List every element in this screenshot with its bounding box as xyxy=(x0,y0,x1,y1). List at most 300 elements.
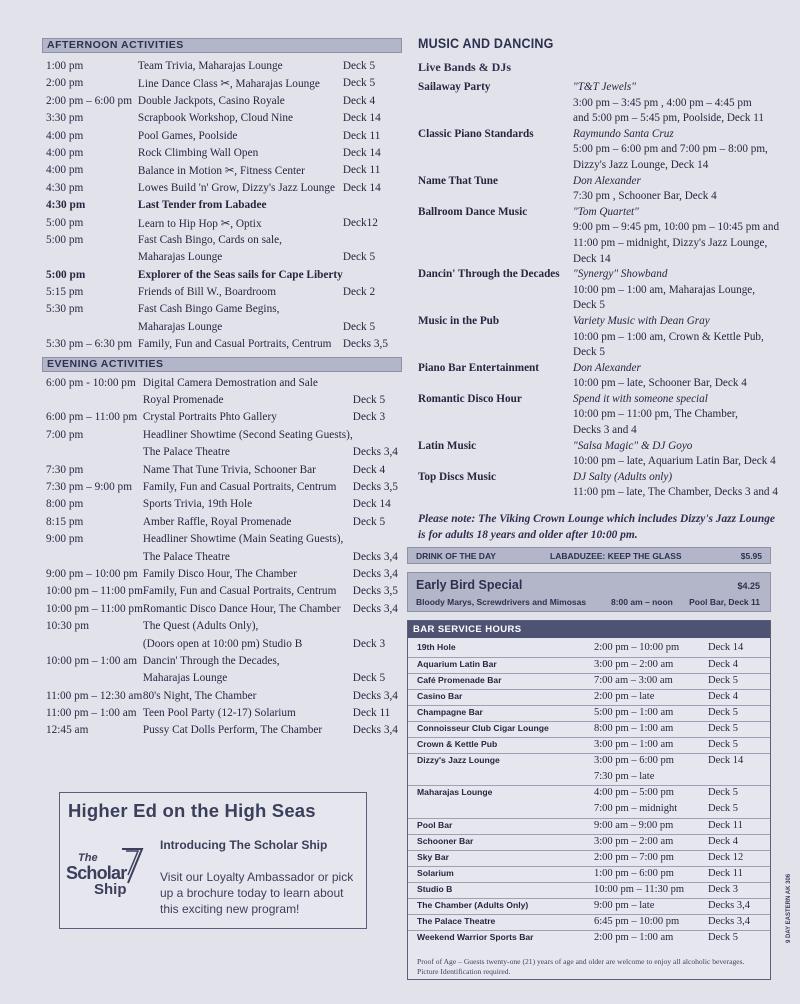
bar-deck: Deck 4 xyxy=(708,657,770,673)
activity-row xyxy=(42,654,402,671)
activity-time xyxy=(42,250,138,267)
music-item-line: 11:00 pm – midnight, Dizzy's Jazz Lounge, xyxy=(573,236,768,249)
activity-row xyxy=(42,198,402,215)
music-item-line: Variety Music with Dean Gray xyxy=(573,314,710,327)
music-item-info xyxy=(573,127,778,174)
activity-deck: Decks 3,5 xyxy=(352,480,398,493)
bar-venue: The Palace Theatre xyxy=(408,915,594,931)
music-item xyxy=(418,127,780,174)
activity-time xyxy=(42,320,138,337)
music-item-info xyxy=(573,470,778,501)
activity-name: The Quest (Adults Only), xyxy=(142,620,259,633)
bar-hours: 5:00 pm – 1:00 am xyxy=(594,705,708,721)
logo-scholar: Scholar xyxy=(66,863,127,883)
music-item-line: "Salsa Magic" & DJ Goyo xyxy=(573,439,693,452)
bar-hours: 6:45 pm – 10:00 pm xyxy=(594,915,708,931)
activity-time: 2:00 pm – 6:00 pm xyxy=(46,94,132,107)
activity-deck: Deck 11 xyxy=(352,707,391,720)
activity-row xyxy=(42,497,402,514)
activity-time: 7:30 pm xyxy=(46,463,84,476)
activity-row xyxy=(42,706,402,723)
activity-time: 5:30 pm xyxy=(46,303,84,316)
activity-name: Pool Games, Poolside xyxy=(137,129,238,142)
activity-name: Family, Fun and Casual Portraits, Centrum xyxy=(142,480,337,493)
activity-time: 6:00 pm – 11:00 pm xyxy=(46,411,138,424)
activity-deck: Decks 3,4 xyxy=(352,446,398,459)
activity-deck xyxy=(353,376,402,393)
activity-deck: Deck 3 xyxy=(352,411,386,424)
music-item-line: Spend it with someone special xyxy=(573,392,708,405)
bar-hours: 7:30 pm – late xyxy=(594,770,655,782)
music-item-line: 5:00 pm – 6:00 pm and 7:00 pm – 8:00 pm, xyxy=(573,143,768,156)
activity-deck: Decks 3,4 xyxy=(352,689,398,702)
music-item-info xyxy=(573,314,778,361)
activity-row xyxy=(42,59,402,76)
music-subheader: Live Bands & DJs xyxy=(418,60,512,74)
bar-hours: 1:00 pm – 6:00 pm xyxy=(594,866,708,882)
evening-table xyxy=(42,376,402,741)
bar-row xyxy=(408,850,770,866)
activity-time: 3:30 pm xyxy=(46,112,84,125)
activity-time: 7:30 pm – 9:00 pm xyxy=(46,480,132,493)
activity-row xyxy=(42,302,402,319)
activity-deck: Deck 5 xyxy=(342,320,376,333)
activity-row xyxy=(42,376,402,393)
music-header: MUSIC AND DANCING xyxy=(418,36,554,52)
music-item-line: Deck 14 xyxy=(573,252,611,265)
activity-row xyxy=(42,76,402,93)
bar-deck: Deck 11 xyxy=(708,818,770,834)
bar-venue: Champagne Bar xyxy=(408,705,594,721)
activity-name: Crystal Portraits Phto Gallery xyxy=(142,411,277,424)
activity-row xyxy=(42,723,402,740)
bar-row xyxy=(408,673,770,689)
bar-deck: Deck 5 xyxy=(708,786,770,802)
bar-deck: Deck 5 xyxy=(708,721,770,737)
activity-row xyxy=(42,480,402,497)
activity-time xyxy=(42,637,143,654)
activity-name: Lowes Build 'n' Grow, Dizzy's Jazz Lounge xyxy=(137,181,335,194)
activity-time xyxy=(42,671,143,688)
bar-hours: 4:00 pm – 5:00 pm xyxy=(594,786,708,802)
bar-venue: Maharajas Lounge xyxy=(408,786,594,802)
activity-deck: Deck 3 xyxy=(352,637,386,650)
music-item xyxy=(418,314,780,361)
music-item-label: Romantic Disco Hour xyxy=(418,392,522,405)
music-item-line: Deck 5 xyxy=(573,299,605,312)
activity-row xyxy=(42,146,402,163)
activity-name: Headliner Showtime (Second Seating Guests), xyxy=(142,428,353,441)
afternoon-header: AFTERNOON ACTIVITIES xyxy=(42,38,402,53)
activity-name: Double Jackpots, Casino Royale xyxy=(137,94,285,107)
activity-name: Maharajas Lounge xyxy=(137,251,223,264)
music-column xyxy=(418,36,780,543)
activity-deck xyxy=(343,302,402,319)
early-bird-price: $4.25 xyxy=(737,581,760,591)
music-item-label: Sailaway Party xyxy=(418,81,491,93)
early-bird-hours: 8:00 am – noon xyxy=(611,597,673,607)
bar-service-table xyxy=(408,641,770,947)
bar-row xyxy=(408,705,770,721)
music-item-info xyxy=(573,439,778,470)
bar-venue: Weekend Warrior Sports Bar xyxy=(408,931,594,947)
bar-venue: Connoisseur Club Cigar Lounge xyxy=(408,721,594,737)
activity-name: Romantic Disco Dance Hour, The Chamber xyxy=(142,602,341,615)
activity-name: Amber Raffle, Royal Promenade xyxy=(142,515,292,528)
music-item-label: Latin Music xyxy=(418,439,477,452)
activity-row xyxy=(42,532,402,549)
activity-row xyxy=(42,94,402,111)
activity-deck: Decks 3,5 xyxy=(342,338,389,351)
music-item-info xyxy=(573,392,778,439)
music-item-line: DJ Salty (Adults only) xyxy=(573,470,673,483)
activity-time: 5:00 pm xyxy=(46,268,86,281)
music-item xyxy=(418,392,780,439)
bar-hours: 8:00 pm – 1:00 am xyxy=(594,721,708,737)
bar-hours: 2:00 pm – 10:00 pm xyxy=(594,642,680,653)
viking-lounge-note: Please note: The Viking Crown Lounge which includes Dizzy's Jazz Lounge is for adults 18 years and older after 10:00 pm. xyxy=(418,513,775,542)
evening-header: EVENING ACTIVITIES xyxy=(42,357,402,372)
bar-venue: Studio B xyxy=(408,882,594,898)
activity-name: Line Dance Class ✂, Maharajas Lounge xyxy=(137,78,320,91)
early-bird-special xyxy=(407,572,771,612)
bar-deck: Decks 3,4 xyxy=(708,915,770,931)
activity-row xyxy=(42,602,402,619)
activity-name: The Palace Theatre xyxy=(142,550,230,563)
activity-row xyxy=(42,129,402,146)
activity-time: 1:00 pm xyxy=(46,60,84,72)
music-item xyxy=(418,439,780,470)
music-item-line: "Tom Quartet" xyxy=(573,205,639,218)
activity-name: Rock Climbing Wall Open xyxy=(137,146,259,159)
activity-name: Family, Fun and Casual Portraits, Centrum xyxy=(142,585,337,598)
music-item-line: 7:30 pm , Schooner Bar, Deck 4 xyxy=(573,190,717,203)
bar-deck: Deck 3 xyxy=(708,882,770,898)
activity-name: Pussy Cat Dolls Perform, The Chamber xyxy=(142,724,323,737)
bar-row xyxy=(408,641,770,657)
bar-deck: Decks 3,4 xyxy=(708,899,770,915)
bar-hours: 9:00 pm – late xyxy=(594,899,708,915)
activity-name: Explorer of the Seas sails for Cape Liberty xyxy=(137,268,343,281)
music-item xyxy=(418,174,780,205)
bar-hours: 2:00 pm – late xyxy=(594,689,708,705)
activity-deck xyxy=(343,268,402,285)
activity-deck xyxy=(353,619,402,636)
bar-venue xyxy=(408,770,594,786)
activity-time: 9:00 pm – 10:00 pm xyxy=(46,567,138,580)
activity-time: 8:00 pm xyxy=(46,498,84,511)
early-bird-location: Pool Bar, Deck 11 xyxy=(689,597,760,607)
bar-venue: Solarium xyxy=(408,866,594,882)
activity-deck: Deck 5 xyxy=(342,60,376,72)
activity-deck: Deck 4 xyxy=(342,94,376,107)
music-item-info xyxy=(573,361,778,392)
drink-name: LABADUZEE: KEEP THE GLASS xyxy=(550,551,682,561)
bar-deck: Deck 5 xyxy=(708,673,770,689)
music-item-line: 10:00 pm – 11:00 pm, The Chamber, xyxy=(573,408,738,421)
activity-row xyxy=(42,428,402,445)
bar-deck: Deck 5 xyxy=(708,931,770,947)
bar-row xyxy=(408,882,770,898)
music-item-label: Piano Bar Entertainment xyxy=(418,361,539,374)
early-bird-title: Early Bird Special xyxy=(416,578,523,592)
music-item-label: Music in the Pub xyxy=(418,314,500,327)
activity-row xyxy=(42,111,402,128)
activity-row xyxy=(42,393,402,410)
bar-row xyxy=(408,689,770,705)
music-item xyxy=(418,267,780,314)
activity-name: Scrapbook Workshop, Cloud Nine xyxy=(137,112,294,125)
activity-row xyxy=(42,410,402,427)
activity-deck: Deck 5 xyxy=(342,251,376,264)
bar-deck: Deck 14 xyxy=(708,754,770,770)
activity-time: 10:00 pm – 11:00 pm xyxy=(46,602,143,615)
bar-venue: The Chamber (Adults Only) xyxy=(408,899,594,915)
bar-service-header: BAR SERVICE HOURS xyxy=(408,621,770,638)
bar-hours: 2:00 pm – 1:00 am xyxy=(594,931,708,947)
activity-deck: Deck 14 xyxy=(342,112,381,125)
activity-name: 80's Night, The Chamber xyxy=(142,689,257,702)
activity-name: Fast Cash Bingo Game Begins, xyxy=(137,303,280,316)
activity-time: 4:00 pm xyxy=(46,129,84,142)
music-item-line: Dizzy's Jazz Lounge, Deck 14 xyxy=(573,158,709,171)
bar-hours: 7:00 pm – midnight xyxy=(594,802,678,814)
bar-hours: 3:00 pm – 2:00 am xyxy=(594,834,708,850)
music-item xyxy=(418,80,780,127)
activity-row xyxy=(42,216,402,233)
bar-deck: Deck 5 xyxy=(708,705,770,721)
activity-deck: Deck 5 xyxy=(342,77,376,90)
activity-row xyxy=(42,268,402,285)
activity-name: Digital Camera Demostration and Sale xyxy=(142,376,318,389)
activity-name: Learn to Hip Hop ✂, Optix xyxy=(137,217,262,230)
activity-row xyxy=(42,163,402,180)
activity-row xyxy=(42,567,402,584)
music-item-line: "T&T Jewels" xyxy=(573,81,636,93)
logo-the: The xyxy=(78,852,98,864)
bar-row xyxy=(408,899,770,915)
activity-deck: Deck 5 xyxy=(352,672,386,685)
activity-time: 11:00 pm – 1:00 am xyxy=(46,707,137,720)
activity-time: 2:00 pm xyxy=(46,77,84,90)
activity-deck xyxy=(353,654,402,671)
music-item-line: 9:00 pm – 9:45 pm, 10:00 pm – 10:45 pm and xyxy=(573,221,780,234)
bar-venue xyxy=(408,802,594,818)
activity-deck xyxy=(353,532,402,549)
music-item-line: 10:00 pm – late, Aquarium Latin Bar, Deck 4 xyxy=(573,455,776,468)
scholar-ship-logo xyxy=(66,847,151,907)
activity-name: Family Disco Hour, The Chamber xyxy=(142,567,297,580)
activity-deck: Deck 2 xyxy=(342,286,376,299)
bar-hours: 3:00 pm – 6:00 pm xyxy=(594,754,708,770)
activity-deck: Decks 3,5 xyxy=(352,585,398,598)
bar-deck: Deck 5 xyxy=(708,738,770,754)
bar-venue: Sky Bar xyxy=(408,850,594,866)
bar-venue: Aquarium Latin Bar xyxy=(408,657,594,673)
music-item-line: Raymundo Santa Cruz xyxy=(573,127,674,140)
activity-time: 10:00 pm – 11:00 pm xyxy=(46,585,143,598)
activity-name: The Palace Theatre xyxy=(142,446,230,459)
bar-deck: Deck 4 xyxy=(708,834,770,850)
bar-venue: Crown & Kettle Pub xyxy=(408,738,594,754)
music-item-line: 10:00 pm – 1:00 am, Maharajas Lounge, xyxy=(573,283,756,296)
activity-time: 5:00 pm xyxy=(46,216,84,229)
activity-time: 6:00 pm - 10:00 pm xyxy=(46,376,136,389)
activity-time: 12:45 am xyxy=(46,724,89,737)
music-item-line: Don Alexander xyxy=(573,174,641,187)
activity-deck: Deck 4 xyxy=(352,463,386,476)
activity-deck: Decks 3,4 xyxy=(352,550,398,563)
activity-name: Maharajas Lounge xyxy=(142,672,228,685)
side-code: 9 DAY EASTERN AK 306 xyxy=(786,873,792,943)
activity-deck: Decks 3,4 xyxy=(352,567,398,580)
scholar-subtitle: Introducing The Scholar Ship xyxy=(160,838,328,852)
activity-name: Headliner Showtime (Main Seating Guests), xyxy=(142,533,344,546)
activity-deck: Deck12 xyxy=(342,216,378,229)
activity-name: Teen Pool Party (12-17) Solarium xyxy=(142,707,296,720)
activity-time: 8:15 pm xyxy=(46,515,84,528)
activity-deck: Decks 3,4 xyxy=(352,602,398,615)
activity-name: Name That Tune Trivia, Schooner Bar xyxy=(142,463,316,476)
bar-row xyxy=(408,786,770,802)
music-item-line: Don Alexander xyxy=(573,361,641,374)
activity-time: 10:00 pm – 1:00 am xyxy=(46,654,137,667)
activity-deck: Deck 14 xyxy=(342,146,381,159)
proof-of-age-note: Proof of Age – Guests twenty-one (21) years of age and older are welcome to enjoy all alcoholic beverages. Picture Identification required. xyxy=(417,957,745,976)
activity-deck xyxy=(343,198,402,215)
bar-service-hours xyxy=(407,620,771,980)
music-item-line: 10:00 pm – 1:00 am, Crown & Kettle Pub, xyxy=(573,330,764,343)
activity-row xyxy=(42,337,402,354)
music-item-info xyxy=(573,174,778,205)
activity-time: 11:00 pm – 12:30 am xyxy=(46,689,143,702)
music-item xyxy=(418,205,780,267)
bar-row xyxy=(408,721,770,737)
activity-row xyxy=(42,445,402,462)
music-item xyxy=(418,361,780,392)
activity-name: Dancin' Through the Decades, xyxy=(142,654,280,667)
activity-deck: Deck 14 xyxy=(352,498,391,511)
activity-row xyxy=(42,285,402,302)
bar-venue: Pool Bar xyxy=(408,818,594,834)
bar-row xyxy=(408,866,770,882)
activity-row xyxy=(42,515,402,532)
music-item-line: Decks 3 and 4 xyxy=(573,424,637,437)
bar-venue: Casino Bar xyxy=(408,689,594,705)
activity-row xyxy=(42,637,402,654)
activity-row xyxy=(42,584,402,601)
activity-time: 4:00 pm xyxy=(46,164,84,177)
scholar-body: Visit our Loyalty Ambassador or pick up a brochure today to learn about this exciting new program! xyxy=(160,870,354,916)
bar-deck: Deck 14 xyxy=(708,642,744,653)
music-item-label: Top Discs Music xyxy=(418,470,496,483)
bar-row xyxy=(408,754,770,770)
drink-label: DRINK OF THE DAY xyxy=(416,551,496,561)
activity-time: 9:00 pm xyxy=(46,533,84,546)
activity-row xyxy=(42,619,402,636)
music-item-line: 11:00 pm – late, The Chamber, Decks 3 and 4 xyxy=(573,486,778,499)
activity-time: 5:30 pm – 6:30 pm xyxy=(46,338,132,351)
activity-time: 4:00 pm xyxy=(46,146,84,159)
bar-hours: 3:00 pm – 1:00 am xyxy=(594,738,708,754)
bar-hours: 10:00 pm – 11:30 pm xyxy=(594,882,708,898)
activity-time xyxy=(42,445,143,462)
bar-row xyxy=(408,931,770,947)
music-item-line: "Synergy" Showband xyxy=(573,268,668,281)
music-item-line: and 5:00 pm – 5:45 pm, Poolside, Deck 11 xyxy=(573,112,765,125)
bar-hours: 2:00 pm – 7:00 pm xyxy=(594,850,708,866)
activity-time: 4:30 pm xyxy=(46,199,86,212)
activity-row xyxy=(42,463,402,480)
bar-venue: Dizzy's Jazz Lounge xyxy=(408,754,594,770)
activity-name: Fast Cash Bingo, Cards on sale, xyxy=(137,233,282,246)
activity-deck: Deck 5 xyxy=(352,394,386,407)
bar-row xyxy=(408,915,770,931)
drink-price: $5.95 xyxy=(740,551,762,561)
activity-deck: Deck 11 xyxy=(342,164,381,177)
activity-time xyxy=(42,393,143,410)
bar-row xyxy=(408,818,770,834)
activity-deck: Deck 5 xyxy=(352,515,386,528)
activity-row xyxy=(42,550,402,567)
early-bird-items: Bloody Marys, Screwdrivers and Mimosas xyxy=(416,597,587,607)
bar-row xyxy=(408,834,770,850)
activity-name: Family, Fun and Casual Portraits, Centrum xyxy=(137,338,332,351)
activity-name: (Doors open at 10:00 pm) Studio B xyxy=(142,637,303,650)
music-item-line: 10:00 pm – late, Schooner Bar, Deck 4 xyxy=(573,377,747,390)
activity-row xyxy=(42,233,402,250)
bar-deck: Deck 5 xyxy=(708,802,739,814)
activity-deck: Deck 11 xyxy=(342,129,381,142)
activity-row xyxy=(42,671,402,688)
bar-row xyxy=(408,770,770,786)
bar-deck: Deck 4 xyxy=(708,689,770,705)
activity-row xyxy=(42,250,402,267)
activity-name: Team Trivia, Maharajas Lounge xyxy=(137,60,283,72)
activity-name: Last Tender from Labadee xyxy=(137,199,267,212)
bar-hours: 7:00 am – 3:00 am xyxy=(594,673,708,689)
bar-hours: 9:00 am – 9:00 pm xyxy=(594,818,708,834)
activity-time: 10:30 pm xyxy=(46,620,89,633)
drink-of-the-day xyxy=(407,547,771,564)
music-item-line: Deck 5 xyxy=(573,346,605,359)
bar-venue: 19th Hole xyxy=(417,642,456,652)
bar-hours: 3:00 pm – 2:00 am xyxy=(594,657,708,673)
music-item-info xyxy=(573,205,778,267)
activity-name: Royal Promenade xyxy=(142,394,224,407)
activity-name: Maharajas Lounge xyxy=(137,320,223,333)
music-item-label: Ballroom Dance Music xyxy=(418,205,528,218)
activity-name: Sports Trivia, 19th Hole xyxy=(142,498,253,511)
scholar-ship-ad xyxy=(59,792,367,929)
bar-row xyxy=(408,738,770,754)
activity-row xyxy=(42,181,402,198)
music-item-info xyxy=(573,80,778,127)
activity-time: 7:00 pm xyxy=(46,428,84,441)
activity-name: Friends of Bill W., Boardroom xyxy=(137,286,276,299)
activity-time xyxy=(42,550,143,567)
activities-column xyxy=(42,38,402,741)
afternoon-table xyxy=(42,59,402,355)
activity-time: 5:15 pm xyxy=(46,286,84,299)
music-item-label: Classic Piano Standards xyxy=(418,127,534,140)
activity-deck: Deck 14 xyxy=(342,181,381,194)
activity-row xyxy=(42,689,402,706)
bar-venue: Café Promenade Bar xyxy=(408,673,594,689)
bar-deck: Deck 11 xyxy=(708,866,770,882)
activity-deck xyxy=(353,428,402,445)
bar-deck: Deck 12 xyxy=(708,850,770,866)
